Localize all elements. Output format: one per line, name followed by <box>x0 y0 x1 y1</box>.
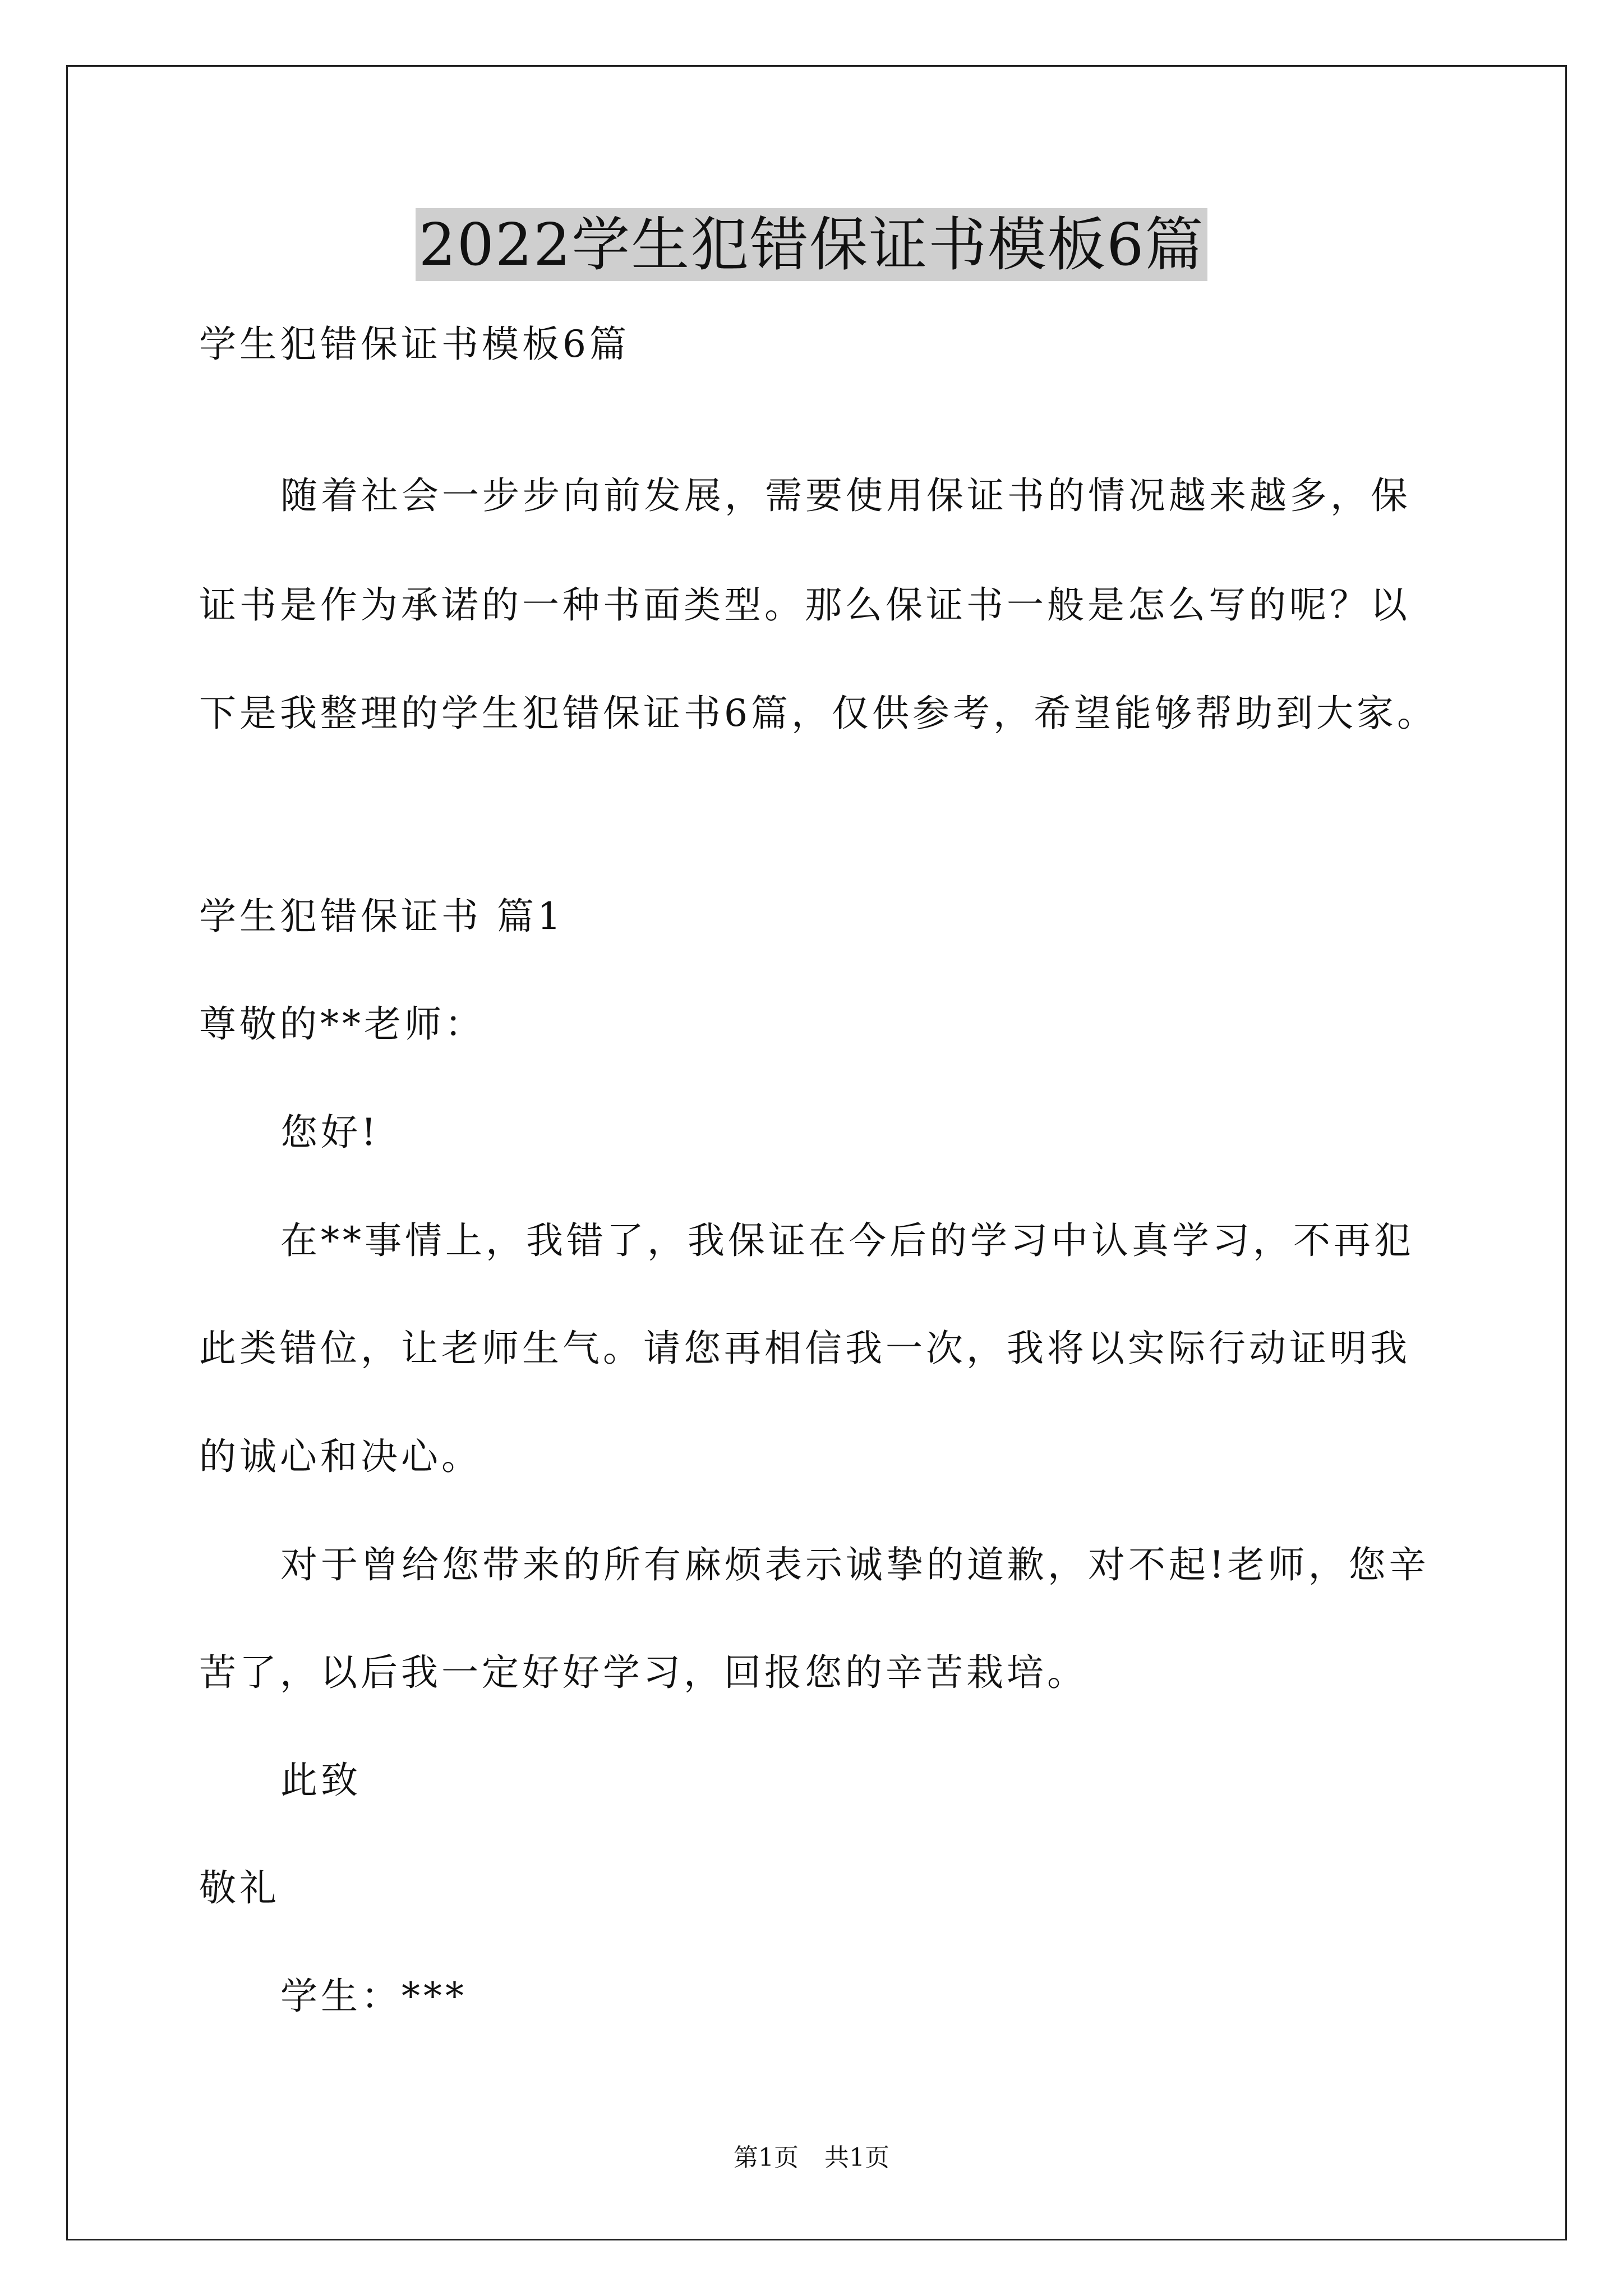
salutation: 尊敬的**老师： <box>199 1002 485 1046</box>
intro-line-3: 下是我整理的学生犯错保证书6篇，仅供参考，希望能够帮助到大家。 <box>199 692 1437 735</box>
document-title <box>0 197 1623 282</box>
subtitle: 学生犯错保证书模板6篇 <box>199 323 630 366</box>
para2-line-2: 苦了，以后我一定好好学习，回报您的辛苦栽培。 <box>199 1651 1087 1694</box>
para2-line-1: 对于曾给您带来的所有麻烦表示诚挚的道歉，对不起!老师，您辛 <box>280 1543 1430 1586</box>
para1-line-1: 在**事情上，我错了，我保证在今后的学习中认真学习，不再犯 <box>280 1219 1414 1262</box>
title-text: 2022学生犯错保证书模板6篇 <box>416 208 1208 281</box>
intro-line-1: 随着社会一步步向前发展，需要使用保证书的情况越来越多，保 <box>280 474 1411 517</box>
intro-line-2: 证书是作为承诺的一种书面类型。那么保证书一般是怎么写的呢？以 <box>199 583 1410 627</box>
section-heading: 学生犯错保证书 篇1 <box>199 895 564 938</box>
para1-line-2: 此类错位，让老师生气。请您再相信我一次，我将以实际行动证明我 <box>199 1327 1410 1370</box>
page-number: 第1页 <box>734 2143 799 2172</box>
page-total: 共1页 <box>824 2143 889 2172</box>
page-footer <box>0 2137 1623 2173</box>
closing-line-2: 敬礼 <box>199 1866 280 1910</box>
greeting: 您好! <box>280 1111 380 1154</box>
signature: 学生：*** <box>280 1975 467 2018</box>
closing-line-1: 此致 <box>280 1759 361 1802</box>
para1-line-3: 的诚心和决心。 <box>199 1435 482 1478</box>
